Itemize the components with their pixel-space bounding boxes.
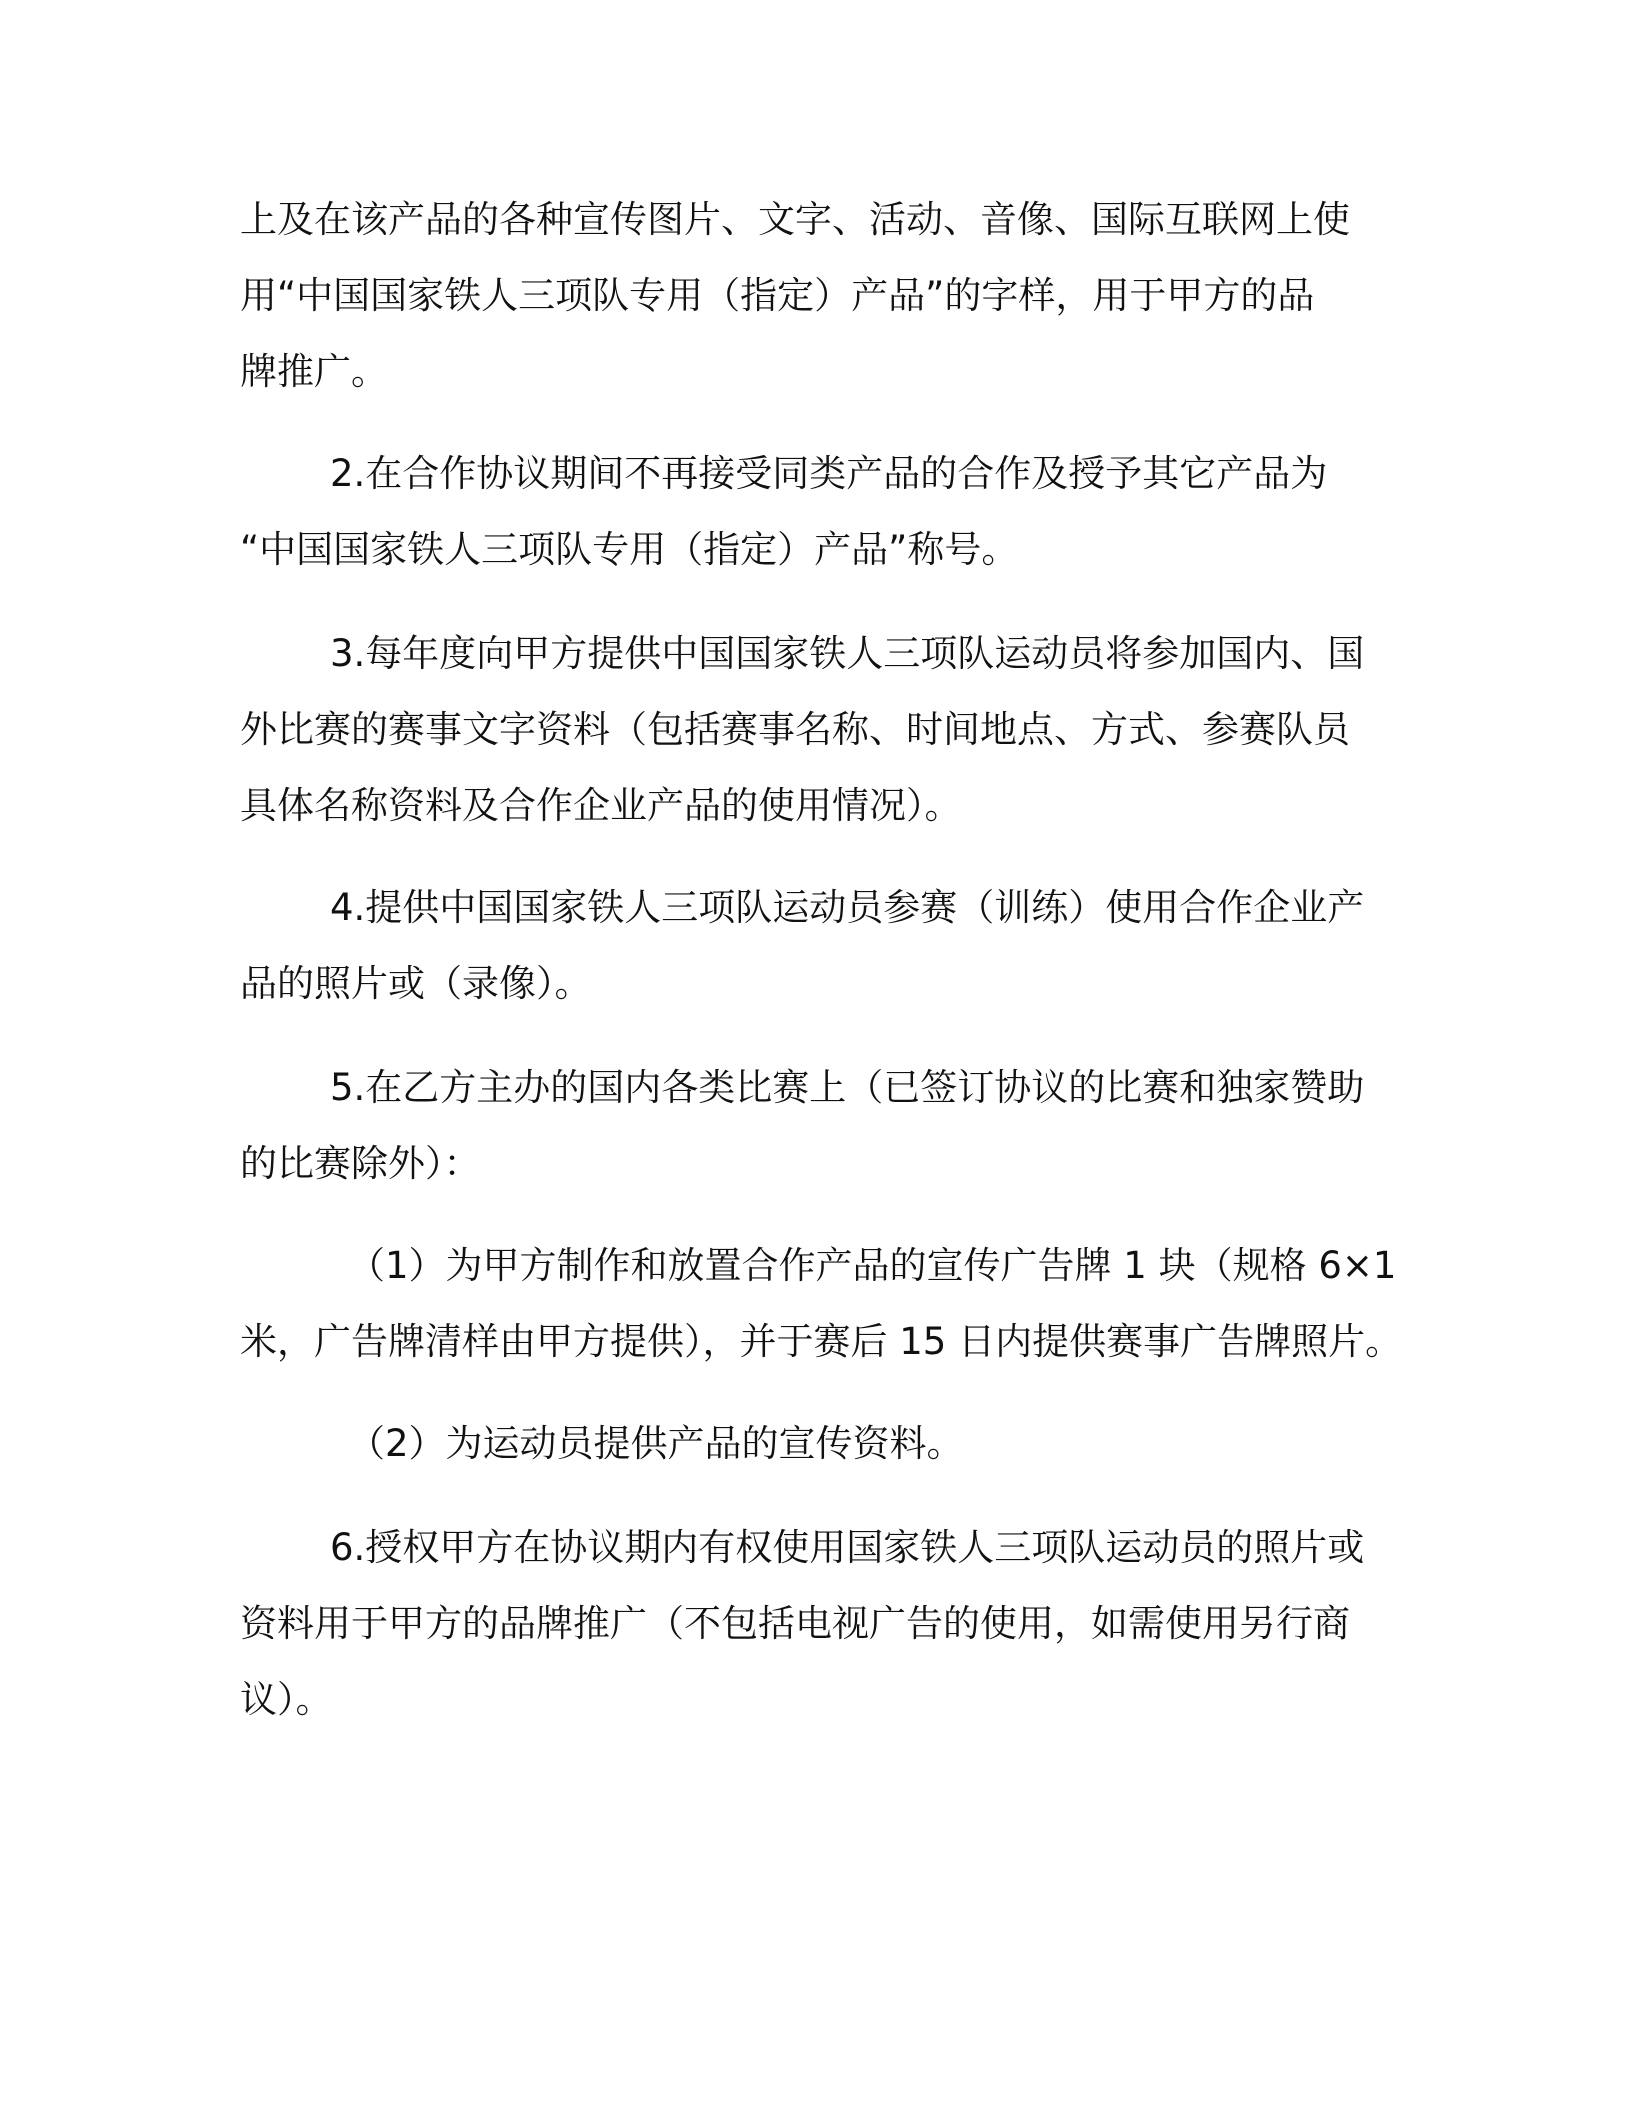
paragraph-1-line-1: 上及在该产品的各种宣传图片、文字、活动、音像、国际互联网上使 [240,198,1350,241]
paragraph-6-line-2: 资料用于甲方的品牌推广（不包括电视广告的使用，如需使用另行商 [240,1602,1350,1645]
paragraph-3-line-2: 外比赛的赛事文字资料（包括赛事名称、时间地点、方式、参赛队员 [240,708,1350,751]
paragraph-5-line-2: 的比赛除外）： [240,1142,481,1185]
paragraph-4-line-1: 4.提供中国国家铁人三项队运动员参赛（训练）使用合作企业产 [330,886,1365,929]
paragraph-2-line-1: 2.在合作协议期间不再接受同类产品的合作及授予其它产品为 [330,452,1328,495]
paragraph-3-line-1: 3.每年度向甲方提供中国国家铁人三项队运动员将参加国内、国 [330,632,1365,675]
paragraph-3-line-3: 具体名称资料及合作企业产品的使用情况）。 [240,784,962,827]
paragraph-6-line-1: 6.授权甲方在协议期内有权使用国家铁人三项队运动员的照片或 [330,1526,1365,1569]
paragraph-2-line-2: “中国国家铁人三项队专用（指定）产品”称号。 [240,528,1019,571]
paragraph-4-line-2: 品的照片或（录像）。 [240,962,592,1005]
subitem-1-line-1: （1）为甲方制作和放置合作产品的宣传广告牌 1 块（规格 6×1 [348,1244,1397,1287]
subitem-1-line-2: 米，广告牌清样由甲方提供），并于赛后 15 日内提供赛事广告牌照片。 [240,1320,1403,1363]
paragraph-6-line-3: 议）。 [240,1678,333,1721]
subitem-2-line-1: （2）为运动员提供产品的宣传资料。 [348,1422,964,1465]
paragraph-1-line-2: 用“中国国家铁人三项队专用（指定）产品”的字样，用于甲方的品 [240,274,1315,317]
paragraph-1-line-3: 牌推广。 [240,350,388,393]
paragraph-5-line-1: 5.在乙方主办的国内各类比赛上（已签订协议的比赛和独家赞助 [330,1066,1365,1109]
